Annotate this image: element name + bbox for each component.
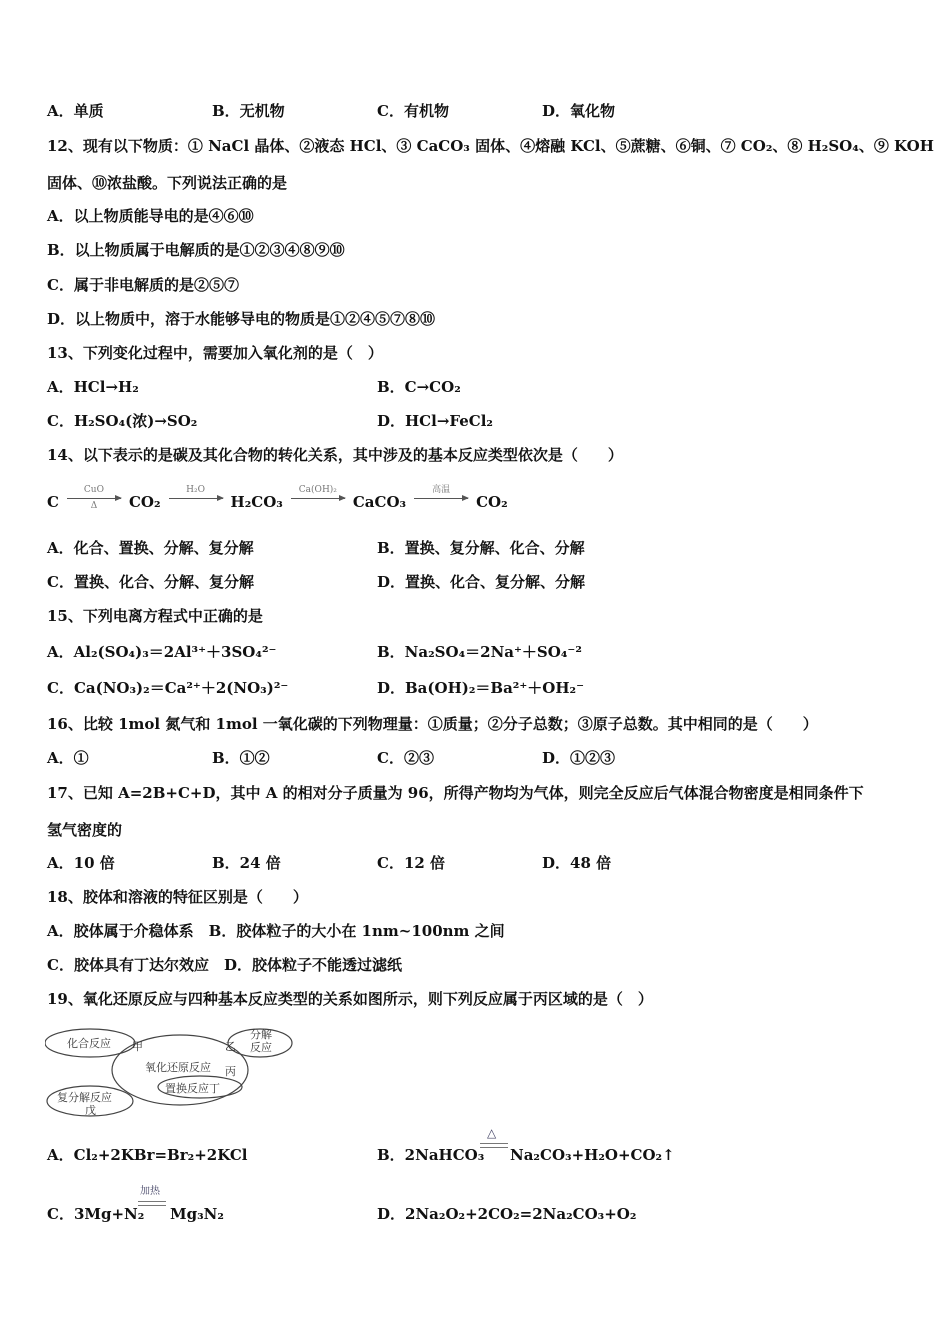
- q15-option-c: C．Ca(NO₃)₂＝Ca²⁺＋2(NO₃)²⁻: [47, 679, 289, 697]
- condition-caoh2: Ca(OH)₂: [298, 484, 337, 495]
- q19-option-c-right: Mg₃N₂: [170, 1205, 224, 1223]
- q12-stem: 12、现有以下物质：① NaCl 晶体、②液态 HCl、③ CaCO₃ 固体、④熔融 KCl、⑤蔗糖、⑥铜、⑦ CO₂、⑧ H₂SO₄、⑨ KOH: [47, 137, 934, 155]
- label-wu: 戊: [85, 1104, 96, 1117]
- chain-caco3: CaCO₃: [352, 493, 407, 511]
- condition-cuo: CuO: [83, 484, 104, 495]
- chain-co2-final: CO₂: [476, 493, 508, 511]
- equals-sign: [138, 1201, 166, 1206]
- q17-option-b: B．24 倍: [212, 854, 281, 872]
- q14-option-b: B．置换、复分解、化合、分解: [377, 539, 585, 557]
- q13-option-b: B．C→CO₂: [377, 378, 461, 396]
- q12-option-c: C．属于非电解质的是②⑤⑦: [47, 276, 239, 294]
- q17-option-a: A．10 倍: [47, 854, 115, 872]
- condition-h2o: H₂O: [186, 484, 205, 495]
- q14-option-d: D．置换、化合、复分解、分解: [377, 573, 586, 591]
- q19-option-c-left: C．3Mg+N₂: [47, 1205, 145, 1223]
- carbon-conversion-chain: [47, 478, 508, 518]
- q19-option-b-right: Na₂CO₃+H₂O+CO₂↑: [510, 1146, 675, 1164]
- chain-h2co3: H₂CO₃: [230, 493, 283, 511]
- reaction-arrow-1: [67, 485, 121, 512]
- label-decomposition-2: 反应: [250, 1041, 272, 1054]
- q19-option-d: D．2Na₂O₂+2CO₂=2Na₂CO₃+O₂: [377, 1205, 637, 1223]
- reaction-types-venn-diagram: [45, 1025, 295, 1120]
- label-combination: 化合反应: [67, 1037, 111, 1050]
- q18-stem: 18、胶体和溶液的特征区别是（ ）: [47, 888, 308, 906]
- q11-option-d: D．氧化物: [542, 102, 616, 120]
- q14-option-a: A．化合、置换、分解、复分解: [47, 539, 254, 557]
- q12-option-d: D．以上物质中，溶于水能够导电的物质是①②④⑤⑦⑧⑩: [47, 310, 436, 328]
- reaction-arrow-3: [291, 485, 345, 512]
- q11-option-c: C．有机物: [377, 102, 449, 120]
- label-double-decomposition: 复分解反应: [57, 1091, 112, 1104]
- q17-stem: 17、已知 A=2B+C+D，其中 A 的相对分子质量为 96，所得产物均为气体，则完全反应后气体混合物密度是相同条件下: [47, 784, 864, 802]
- q18-options-cd: C．胶体具有丁达尔效应 D．胶体粒子不能透过滤纸: [47, 956, 402, 974]
- label-bing: 丙: [225, 1065, 236, 1078]
- q19-option-a: A．Cl₂+2KBr=Br₂+2KCl: [47, 1146, 248, 1164]
- q17-option-c: C．12 倍: [377, 854, 446, 872]
- q12-stem-cont: 固体、⑩浓盐酸。下列说法正确的是: [47, 174, 288, 192]
- q17-option-d: D．48 倍: [542, 854, 612, 872]
- q14-option-c: C．置换、化合、分解、复分解: [47, 573, 254, 591]
- q12-option-a: A．以上物质能导电的是④⑥⑩: [47, 207, 254, 225]
- chain-c: C: [47, 493, 59, 511]
- condition-high-temp: 高温: [432, 484, 451, 495]
- q16-stem: 16、比较 1mol 氮气和 1mol 一氧化碳的下列物理量：①质量；②分子总数；③原子总数。其中相同的是（ ）: [47, 715, 818, 733]
- q14-stem: 14、以下表示的是碳及其化合物的转化关系，其中涉及的基本反应类型依次是（ ）: [47, 446, 623, 464]
- q15-option-b: B．Na₂SO₄＝2Na⁺＋SO₄⁻²: [377, 643, 582, 661]
- label-redox: 氧化还原反应: [145, 1061, 211, 1074]
- reaction-arrow-2: [169, 485, 223, 512]
- chain-co2: CO₂: [128, 493, 161, 511]
- q19-stem: 19、氧化还原反应与四种基本反应类型的关系如图所示，则下列反应属于丙区域的是（ ）: [47, 990, 653, 1008]
- q16-option-a: A．①: [47, 749, 89, 767]
- heating-condition: 加热: [140, 1186, 160, 1197]
- q19-option-b-left: B．2NaHCO₃: [377, 1146, 485, 1164]
- condition-heat: Δ: [90, 500, 98, 511]
- heat-symbol: △: [487, 1126, 497, 1140]
- arrow-icon: [291, 498, 345, 499]
- q11-option-b: B．无机物: [212, 102, 285, 120]
- label-yi: 乙: [225, 1040, 236, 1053]
- reaction-arrow-4: [414, 485, 468, 512]
- q15-stem: 15、下列电离方程式中正确的是: [47, 607, 263, 625]
- q18-options-ab: A．胶体属于介稳体系 B．胶体粒子的大小在 1nm~100nm 之间: [47, 922, 505, 940]
- q11-option-a: A．单质: [47, 102, 104, 120]
- q16-option-c: C．②③: [377, 749, 434, 767]
- q12-option-b: B．以上物质属于电解质的是①②③④⑧⑨⑩: [47, 241, 345, 259]
- arrow-icon: [169, 498, 223, 499]
- q16-option-b: B．①②: [212, 749, 270, 767]
- label-decomposition-1: 分解: [250, 1028, 272, 1041]
- q17-stem-cont: 氢气密度的: [47, 821, 123, 839]
- q13-stem: 13、下列变化过程中，需要加入氧化剂的是（ ）: [47, 344, 383, 362]
- arrow-icon: [67, 498, 121, 499]
- q15-option-a: A．Al₂(SO₄)₃＝2Al³⁺＋3SO₄²⁻: [47, 643, 277, 661]
- label-jia: 甲: [132, 1040, 143, 1053]
- q13-option-a: A．HCl→H₂: [47, 378, 139, 396]
- q16-option-d: D．①②③: [542, 749, 616, 767]
- arrow-icon: [414, 498, 468, 499]
- label-displacement: 置换反应丁: [165, 1082, 220, 1095]
- q15-option-d: D．Ba(OH)₂＝Ba²⁺＋OH₂⁻: [377, 679, 585, 697]
- equals-sign: [480, 1143, 508, 1148]
- q13-option-c: C．H₂SO₄(浓)→SO₂: [47, 412, 198, 430]
- q13-option-d: D．HCl→FeCl₂: [377, 412, 493, 430]
